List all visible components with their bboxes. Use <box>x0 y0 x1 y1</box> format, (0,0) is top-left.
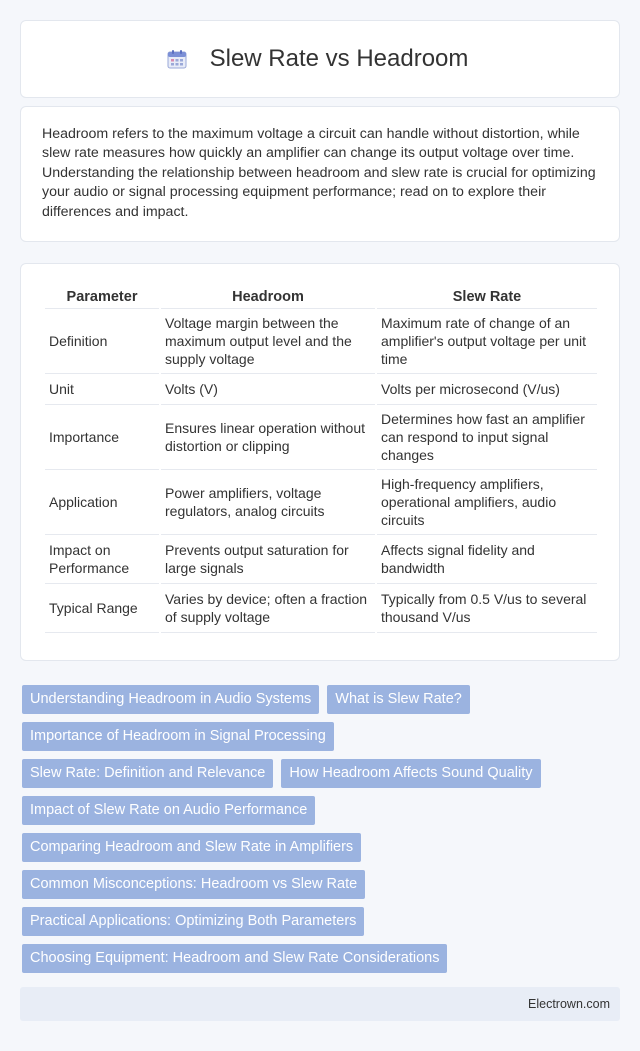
table-cell: Voltage margin between the maximum output level and the supply voltage <box>161 309 375 374</box>
header-card <box>20 20 620 98</box>
table-cell: Ensures linear operation without distortion or clipping <box>161 405 375 470</box>
tag-row <box>22 907 622 936</box>
table-row <box>45 374 597 405</box>
table-row <box>45 584 597 633</box>
table-cell: Importance <box>45 405 159 470</box>
table-cell: High-frequency amplifiers, operational amplifiers, audio circuits <box>377 470 597 535</box>
topic-tag[interactable]: Comparing Headroom and Slew Rate in Amplifiers <box>22 833 361 862</box>
topic-tag[interactable]: Importance of Headroom in Signal Processing <box>22 722 334 751</box>
calendar-icon <box>166 48 188 70</box>
tag-row <box>22 685 622 714</box>
topic-tag[interactable]: Practical Applications: Optimizing Both Parameters <box>22 907 364 936</box>
table-cell: Power amplifiers, voltage regulators, analog circuits <box>161 470 375 535</box>
footer <box>20 987 620 1021</box>
intro-card <box>20 106 620 242</box>
column-header-headroom: Headroom <box>161 286 375 309</box>
table-cell: Typical Range <box>45 584 159 633</box>
table-cell: Affects signal fidelity and bandwidth <box>377 535 597 584</box>
table-cell: Varies by device; often a fraction of supply voltage <box>161 584 375 633</box>
topic-tag[interactable]: How Headroom Affects Sound Quality <box>281 759 540 788</box>
table-row <box>45 405 597 470</box>
intro-paragraph: Headroom refers to the maximum voltage a circuit can handle without distortion, while slew rate measures how quickly an amplifier can change its output voltage over time. Understanding the relationship between headroom and slew rate is crucial for optimizing your audio or signal processing equipment performance; read on to explore their differences and impact. <box>42 126 596 220</box>
topic-tag[interactable]: Impact of Slew Rate on Audio Performance <box>22 796 315 825</box>
page-title: Slew Rate vs Headroom <box>209 45 469 72</box>
table-cell: Maximum rate of change of an amplifier's output voltage per unit time <box>377 309 597 374</box>
table-cell: Definition <box>45 309 159 374</box>
comparison-table-card <box>20 263 620 661</box>
topic-tag[interactable]: What is Slew Rate? <box>327 685 470 714</box>
comparison-table <box>43 286 599 633</box>
tag-row <box>22 944 622 973</box>
topic-tag[interactable]: Common Misconceptions: Headroom vs Slew Rate <box>22 870 365 899</box>
table-row <box>45 309 597 374</box>
related-topics <box>22 685 622 981</box>
table-cell: Unit <box>45 374 159 405</box>
table-header-row <box>45 286 597 309</box>
tag-row <box>22 870 622 899</box>
table-row <box>45 535 597 584</box>
column-header-parameter: Parameter <box>45 286 159 309</box>
table-cell: Typically from 0.5 V/us to several thousand V/us <box>377 584 597 633</box>
table-cell: Volts (V) <box>161 374 375 405</box>
footer-site-name[interactable]: Electrown.com <box>528 997 610 1011</box>
tag-row <box>22 722 622 751</box>
table-cell: Determines how fast an amplifier can respond to input signal changes <box>377 405 597 470</box>
table-cell: Volts per microsecond (V/us) <box>377 374 597 405</box>
table-row <box>45 470 597 535</box>
topic-tag[interactable]: Understanding Headroom in Audio Systems <box>22 685 319 714</box>
tag-row <box>22 833 622 862</box>
topic-tag[interactable]: Choosing Equipment: Headroom and Slew Rate Considerations <box>22 944 447 973</box>
table-cell: Prevents output saturation for large signals <box>161 535 375 584</box>
topic-tag[interactable]: Slew Rate: Definition and Relevance <box>22 759 273 788</box>
tag-row <box>22 796 622 825</box>
tag-row <box>22 759 622 788</box>
table-cell: Impact on Performance <box>45 535 159 584</box>
column-header-slew-rate: Slew Rate <box>377 286 597 309</box>
table-cell: Application <box>45 470 159 535</box>
